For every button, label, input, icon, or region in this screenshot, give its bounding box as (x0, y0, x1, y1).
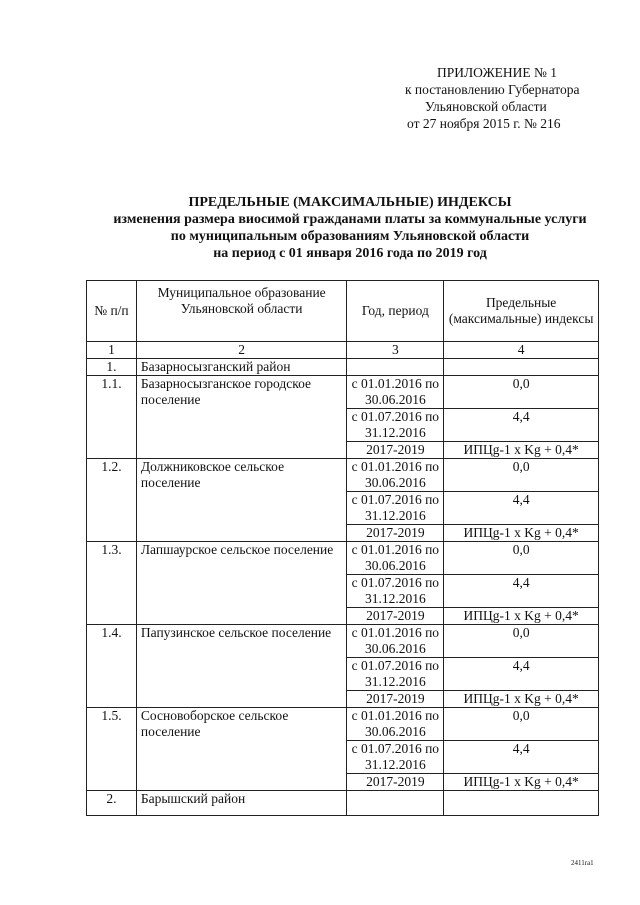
settlement-row (87, 625, 599, 658)
header-period: Год, период (347, 281, 444, 342)
period-cell: с 01.07.2016 по 31.12.2016 (347, 575, 444, 608)
header-index: Предельные (максимальные) индексы (444, 281, 599, 342)
settlement-name: Сосновоборское сельское поселение (136, 708, 347, 791)
settlement-name: Базарносызганское городское поселение (136, 376, 347, 459)
index-cell: 0,0 (444, 542, 599, 575)
heading-subtitle-2: по муниципальным образованиям Ульяновской области (170, 229, 530, 244)
settlement-row (87, 376, 599, 409)
column-number-row (87, 342, 599, 359)
row-num: 1.1. (87, 376, 137, 459)
district-row (87, 359, 599, 376)
settlement-row (87, 459, 599, 492)
district-name: Базарносызганский район (136, 359, 347, 376)
period-cell: с 01.07.2016 по 31.12.2016 (347, 492, 444, 525)
settlement-row (87, 542, 599, 575)
header-name: Муниципальное образование Ульяновской области (136, 281, 347, 342)
period-cell: с 01.01.2016 по 30.06.2016 (347, 625, 444, 658)
period-cell: с 01.07.2016 по 31.12.2016 (347, 409, 444, 442)
settlement-row (87, 708, 599, 741)
period-cell: 2017-2019 (347, 525, 444, 542)
settlement-name: Папузинское сельское поселение (136, 625, 347, 708)
index-cell: ИПЦg-1 x Kg + 0,4* (444, 442, 599, 459)
row-num: 2. (87, 791, 137, 816)
index-cell: 0,0 (444, 459, 599, 492)
index-cell: ИПЦg-1 x Kg + 0,4* (444, 608, 599, 625)
header-num: № п/п (87, 281, 137, 342)
approval-region: Ульяновской области (425, 99, 547, 114)
index-cell: ИПЦg-1 x Kg + 0,4* (444, 774, 599, 791)
period-cell: 2017-2019 (347, 691, 444, 708)
district-row (87, 791, 599, 816)
index-cell: 4,4 (444, 575, 599, 608)
period-cell: 2017-2019 (347, 608, 444, 625)
index-cell: ИПЦg-1 x Kg + 0,4* (444, 525, 599, 542)
period-cell: с 01.01.2016 по 30.06.2016 (347, 376, 444, 409)
approval-block (395, 64, 615, 132)
district-name: Барышский район (136, 791, 347, 816)
row-num: 1.2. (87, 459, 137, 542)
row-num: 1.4. (87, 625, 137, 708)
row-num: 1. (87, 359, 137, 376)
index-cell: 4,4 (444, 658, 599, 691)
empty-cell (444, 359, 599, 376)
period-cell: 2017-2019 (347, 774, 444, 791)
period-cell: с 01.07.2016 по 31.12.2016 (347, 741, 444, 774)
row-num: 1.5. (87, 708, 137, 791)
period-cell: 2017-2019 (347, 442, 444, 459)
col-number: 1 (87, 342, 137, 359)
period-cell: с 01.07.2016 по 31.12.2016 (347, 658, 444, 691)
table-header-row (87, 281, 599, 342)
approval-decree: к постановлению Губернатора (405, 82, 580, 97)
index-cell: 0,0 (444, 625, 599, 658)
index-cell: 4,4 (444, 409, 599, 442)
period-cell: с 01.01.2016 по 30.06.2016 (347, 459, 444, 492)
col-number: 2 (136, 342, 347, 359)
index-cell: ИПЦg-1 x Kg + 0,4* (444, 691, 599, 708)
indices-table (86, 280, 599, 816)
heading-title: ПРЕДЕЛЬНЫЕ (МАКСИМАЛЬНЫЕ) ИНДЕКСЫ (188, 195, 512, 210)
document-heading (60, 194, 640, 262)
index-cell: 0,0 (444, 376, 599, 409)
period-cell: с 01.01.2016 по 30.06.2016 (347, 708, 444, 741)
empty-cell (444, 791, 599, 816)
heading-subtitle-1: изменения размера виосимой гражданами платы за коммунальные услуги (113, 212, 587, 227)
index-cell: 0,0 (444, 708, 599, 741)
index-cell: 4,4 (444, 741, 599, 774)
settlement-name: Должниковское сельское поселение (136, 459, 347, 542)
col-number: 3 (347, 342, 444, 359)
footer-code: 2411ra1 (571, 859, 594, 867)
col-number: 4 (444, 342, 599, 359)
empty-cell (347, 791, 444, 816)
empty-cell (347, 359, 444, 376)
approval-title: ПРИЛОЖЕНИЕ № 1 (437, 65, 558, 80)
index-cell: 4,4 (444, 492, 599, 525)
period-cell: с 01.01.2016 по 30.06.2016 (347, 542, 444, 575)
heading-subtitle-3: на период с 01 января 2016 года по 2019 год (213, 246, 487, 261)
approval-date: от 27 ноября 2015 г. № 216 (407, 116, 561, 131)
settlement-name: Лапшаурское сельское поселение (136, 542, 347, 625)
row-num: 1.3. (87, 542, 137, 625)
